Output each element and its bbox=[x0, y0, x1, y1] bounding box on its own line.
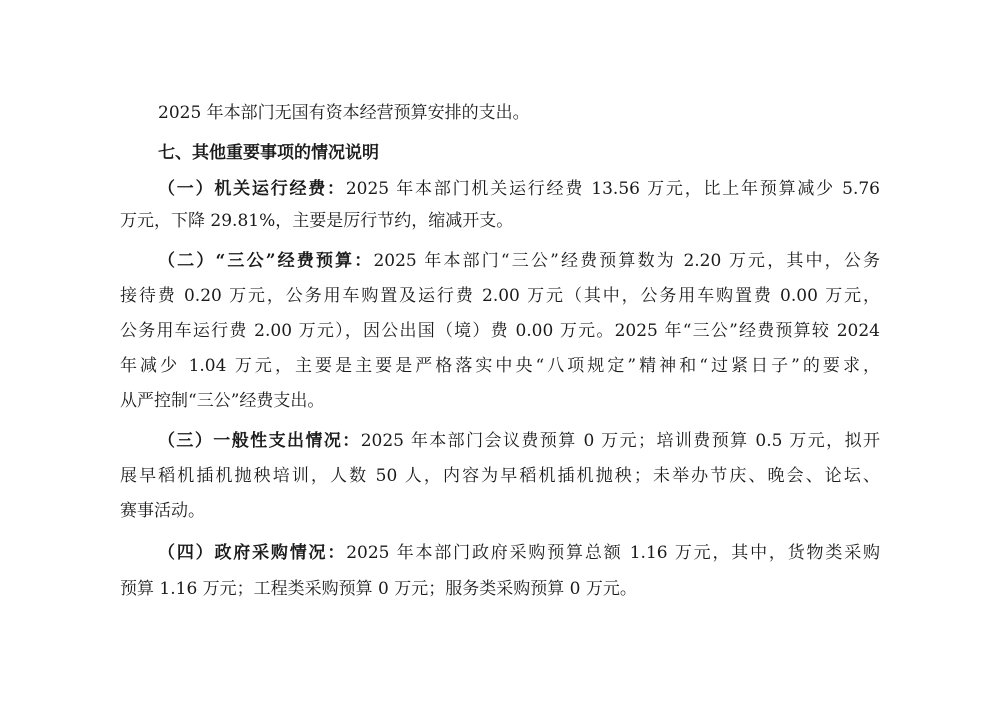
paragraph-text: 接待费 0.20 万元，公务用车购置及运行费 2.00 万元（其中，公务用车购置费 0.00 万元， bbox=[120, 286, 880, 306]
paragraph-procurement-line-2 bbox=[120, 576, 880, 602]
paragraph-text: 从严控制“三公”经费支出。 bbox=[120, 391, 325, 411]
paragraph-lead: （三）一般性支出情况： bbox=[158, 431, 361, 451]
paragraph-general-expense-line-3 bbox=[120, 498, 880, 524]
paragraph-text: 万元，下降 29.81%，主要是厉行节约，缩减开支。 bbox=[120, 211, 514, 231]
paragraph-general-expense-line-1 bbox=[158, 428, 880, 454]
section-heading bbox=[158, 140, 880, 166]
paragraph-text: 赛事活动。 bbox=[120, 501, 205, 521]
paragraph-three-public-line-2 bbox=[120, 283, 880, 309]
paragraph-text: 2025 年本部门机关运行经费 13.56 万元，比上年预算减少 5.76 bbox=[345, 179, 880, 199]
paragraph-text: 预算 1.16 万元；工程类采购预算 0 万元；服务类采购预算 0 万元。 bbox=[120, 579, 637, 599]
paragraph-operating-costs-line-2 bbox=[120, 208, 880, 234]
paragraph-text: 2025 年本部门“三公”经费预算数为 2.20 万元，其中，公务 bbox=[373, 251, 880, 271]
paragraph-general-expense-line-2 bbox=[120, 463, 880, 489]
paragraph-text: 2025 年本部门会议费预算 0 万元；培训费预算 0.5 万元，拟开 bbox=[360, 431, 880, 451]
paragraph-lead: （二）“三公”经费预算： bbox=[158, 251, 374, 271]
paragraph-procurement-line-1 bbox=[158, 540, 880, 566]
paragraph-operating-costs-line-1 bbox=[158, 176, 880, 202]
paragraph-text: 年减少 1.04 万元，主要是主要是严格落实中央“八项规定”精神和“过紧日子”的要求， bbox=[120, 356, 880, 376]
paragraph-three-public-line-1 bbox=[158, 248, 880, 274]
paragraph-text: 2025 年本部门无国有资本经营预算安排的支出。 bbox=[158, 103, 530, 123]
paragraph-three-public-line-4 bbox=[120, 353, 880, 379]
paragraph-state-capital-line-1 bbox=[158, 100, 880, 126]
section-heading-text: 七、其他重要事项的情况说明 bbox=[158, 143, 379, 163]
paragraph-text: 展早稻机插机抛秧培训，人数 50 人，内容为早稻机插机抛秧；未举办节庆、晚会、论坛、 bbox=[120, 466, 880, 486]
paragraph-lead: （四）政府采购情况： bbox=[158, 543, 347, 563]
paragraph-three-public-line-5 bbox=[120, 388, 880, 414]
paragraph-text: 公务用车运行费 2.00 万元），因公出国（境）费 0.00 万元。2025 年“三公”经费预算较 2024 bbox=[120, 321, 880, 341]
paragraph-three-public-line-3 bbox=[120, 318, 880, 344]
paragraph-text: 2025 年本部门政府采购预算总额 1.16 万元，其中，货物类采购 bbox=[346, 543, 881, 563]
paragraph-lead: （一）机关运行经费： bbox=[158, 179, 346, 199]
